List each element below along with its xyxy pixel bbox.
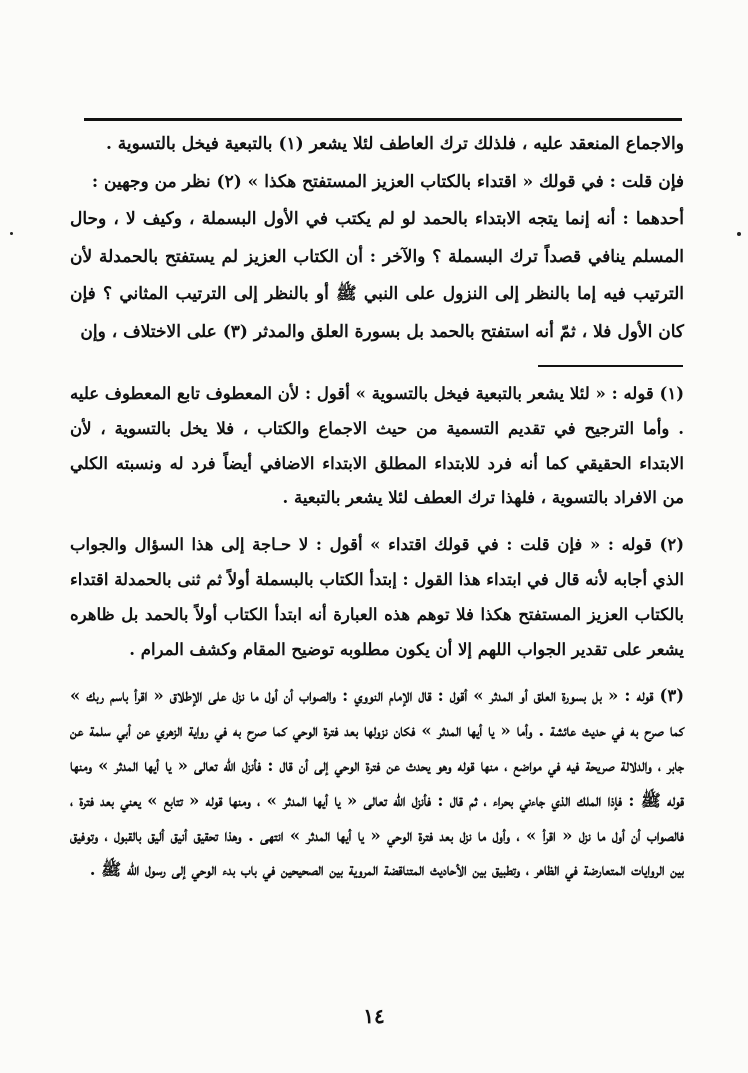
footnote-3: (٣) قوله : « بل بسورة العلق أو المدثر » أقول : قال الإمام النووي : والصواب أن أول ما نزل على الإطلاق « اقرأ باسم ربك » كما صرح به في حديث عائشة . وأما « يا أيها المدثر » فكان نزولها بعد فترة الوحي كما صرح به في رواية الزهري عن أبي سلمة عن جابر ، والدلالة صريحة فيه في مواضع ، منها قوله وهو يحدث عن فترة الوحي إلى أن قال : فأنزل الله تعالى « يا أيها المدثر » ومنها قوله ﷺ : فإذا الملك الذي جاءني بحراء ، ثم قال : فأنزل الله تعالى « يا أيها المدثر » ، ومنها قوله « تتابع » يعني بعد فترة ، فالصواب أن أول ما نزل « اقرأ » ، وأول ما نزل بعد فترة الوحي « يا أيها المدثر » انتهى . وهذا تحقيق أنيق أليق بالقبول ، وتوفيق بين الروايات المتعارضة في الظاهر ، وتطبيق بين الأحاديث المتناقضة المروية بين الصحيحين في باب بدء الوحي إلى رسول الله ﷺ .: [70, 686, 684, 880]
main-paragraph-2: فإن قلت : في قولك « اقتداء بالكتاب العزيز المستفتح هكذا » (٢) نظر من وجهين :: [91, 171, 684, 192]
page-number: ١٤: [363, 1004, 385, 1028]
header-rule: [84, 118, 682, 121]
footnotes-block: [70, 377, 684, 900]
footnote-separator: [538, 365, 683, 367]
footnote-1: (١) قوله : « لئلا يشعر بالتبعية فيخل بالتسوية » أقول : لأن المعطوف تابع المعطوف عليه . وأما الترجيح في تقديم التسمية من حيث الاجماع والكتاب ، فلا يخل بالتسوية ، لأن الابتداء الحقيقي كما أنه فرد للابتداء المطلق الابتداء الاضافي أيضاً فرد له ونسبته الكلي من الافراد بالتسوية ، فلهذا ترك العطف لئلا يشعر بالتبعية .: [70, 384, 684, 508]
footnote-2: (٢) قوله : « فإن قلت : في قولك اقتداء » أقول : لا حـاجة إلى هذا السؤال والجواب الذي أجابه لأنه قال في ابتداء هذا القول : إبتدأ الكتاب بالبسملة أولاً ثم ثنى بالحمدلة اقتداء بالكتاب العزيز المستفتح هكذا فلا توهم هذه العبارة أنه ابتدأ الكتاب أولاً بالحمد بل ظاهره يشعر على تقدير الجواب اللهم إلا أن يكون مطلوبه توضيح المقام وكشف المرام .: [70, 535, 684, 659]
scan-speck: [10, 232, 13, 235]
scan-speck: [737, 232, 741, 236]
main-paragraph-3: أحدهما : أنه إنما يتجه الابتداء بالحمد لو لم يكتب في الأول البسملة ، وكيف لا ، وحال المسلم ينافي قصداً ترك البسملة ؟ والآخر : أن الكتاب العزيز لم يستفتح بالحمدلة لأن الترتيب فيه إما بالنظر إلى النزول على النبي ﷺ أو بالنظر إلى الترتيب المثاني ؟ فإن كان الأول فلا ، ثمّ أنه استفتح بالحمد بل بسورة العلق والمدثر (٣) على الاختلاف ، وإن: [70, 209, 684, 342]
main-paragraph-1: والاجماع المنعقد عليه ، فلذلك ترك العاطف لئلا يشعر (١) بالتبعية فيخل بالتسوية .: [105, 134, 684, 154]
main-text-block: [70, 126, 684, 351]
